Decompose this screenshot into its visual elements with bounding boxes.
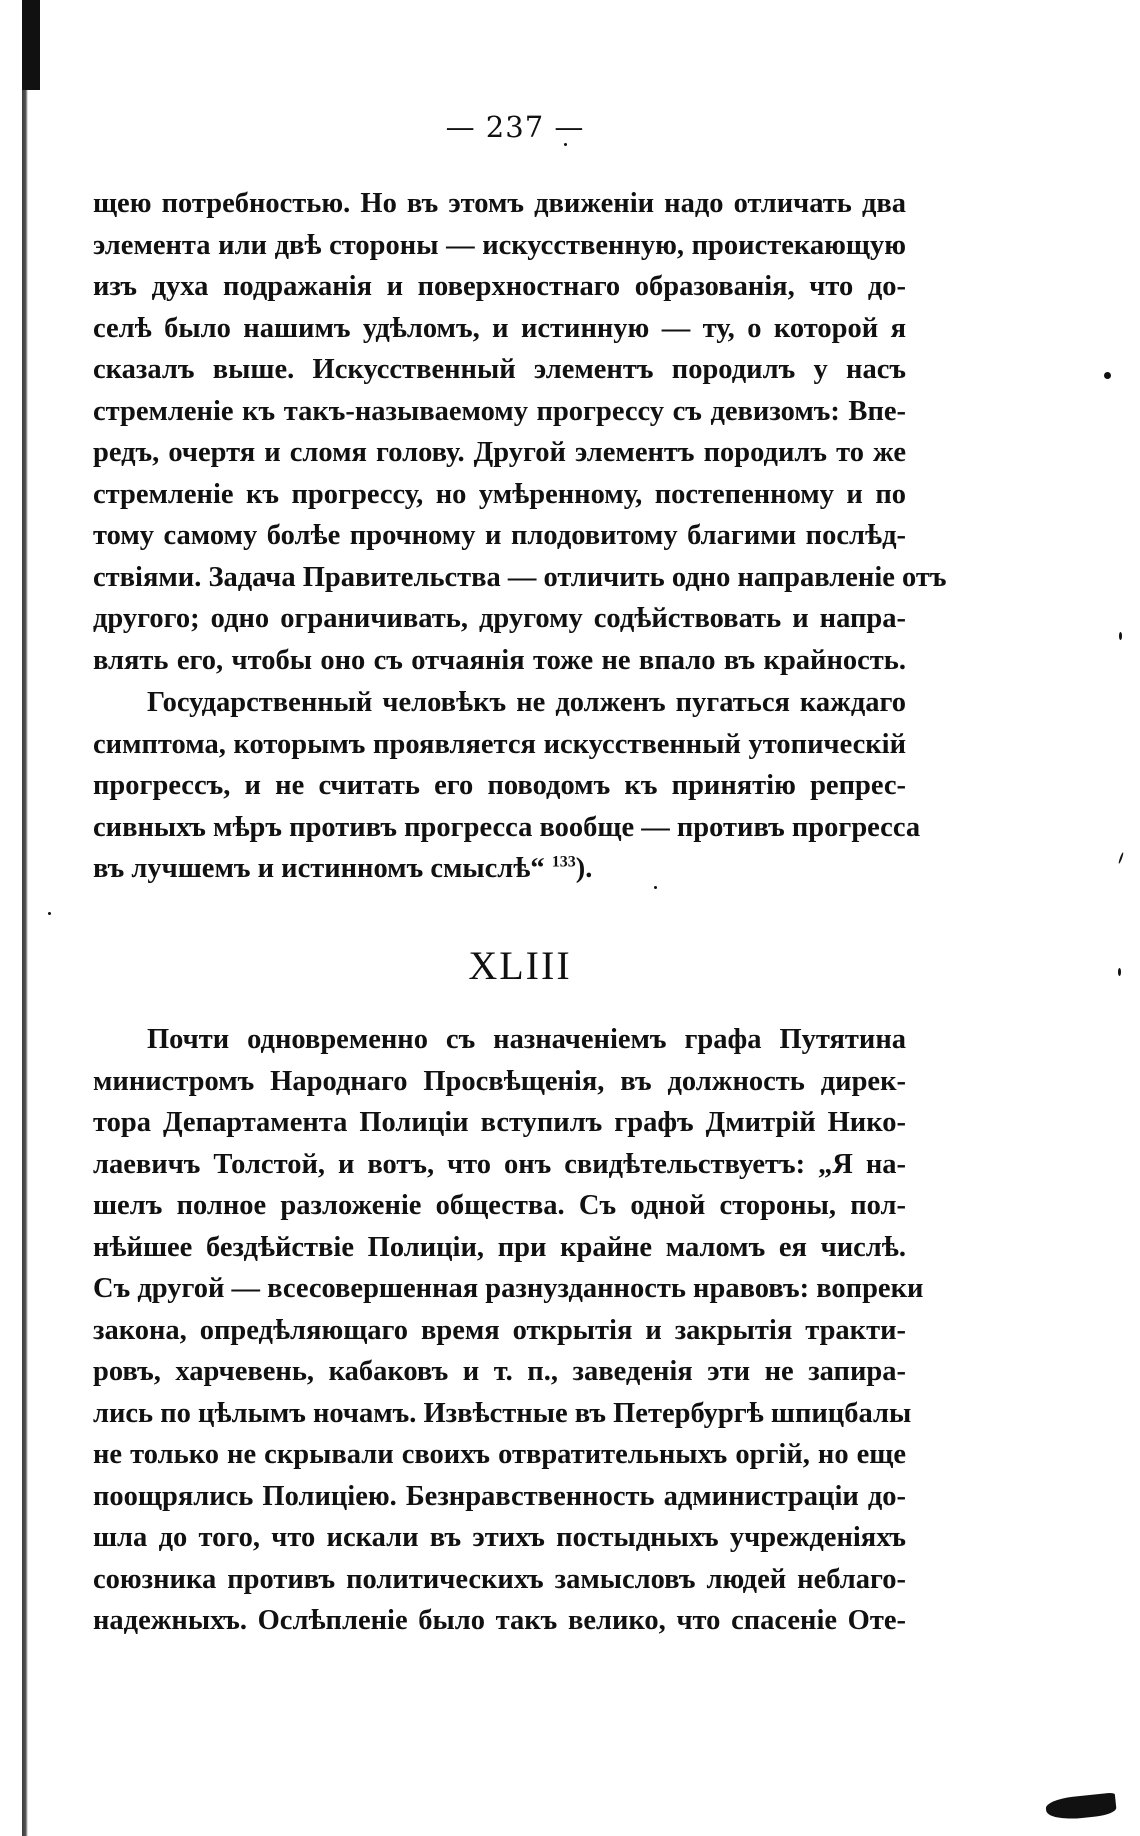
scan-smudge-mark (1045, 1792, 1117, 1821)
paragraph-continuation (93, 183, 947, 681)
text-line: тому самому болѣе прочному и плодовитому благими послѣд- (93, 520, 906, 551)
text-line: симптома, которымъ проявляется искусственный утопическiй (93, 728, 906, 760)
text-line: шла до того, что искали въ этихъ постыдныхъ учрежденiяхъ (93, 1522, 906, 1553)
text-line: селѣ было нашимъ удѣломъ, и истинную — ту, о которой я (93, 312, 906, 344)
text-line: стремленiе къ такъ-называемому прогрессу съ девизомъ: Впе- (93, 395, 906, 427)
text-line: редъ, очертя и сломя голову. Другой элементъ породилъ то же (93, 437, 906, 468)
text-line: закона, опредѣляющаго время открытiя и закрытiя тракти- (93, 1314, 906, 1346)
text-line: прогрессъ, и не считать его поводомъ къ принятiю репрес- (93, 770, 906, 801)
text-line: сивныхъ мѣръ противъ прогресса вообще — противъ прогресса (93, 811, 921, 843)
text-line: Государственный человѣкъ не долженъ пугаться каждаго (147, 687, 906, 718)
text-line-with-footnote (93, 848, 906, 890)
scan-speck (1118, 852, 1124, 864)
text-line: сказалъ выше. Искусственный элементъ породилъ у насъ (93, 354, 906, 385)
text-line: влять его, чтобы оно съ отчаянiя тоже не впало въ крайность. (93, 644, 906, 676)
text-line: ровъ, харчевень, кабаковъ и т. п., заведенiя эти не запира- (93, 1356, 906, 1387)
scan-edge-shadow (22, 0, 28, 1836)
text-line: Съ другой — всесовершенная разнузданность нравовъ: вопреки (93, 1273, 924, 1304)
text-line: не только не скрывали своихъ отвратительныхъ оргiй, но еще (93, 1439, 906, 1470)
text-line: лаевичъ Толстой, и вотъ, что онъ свидѣтельствуетъ: „Я на- (93, 1148, 906, 1180)
paragraph-section-body (93, 1019, 924, 1642)
text-line: другого; одно ограничивать, другому содѣйствовать и напра- (93, 603, 906, 634)
footnote-marker: 133 (551, 853, 576, 871)
text-line: щею потребностью. Но въ этомъ движенiи надо отличать два (93, 188, 906, 219)
scan-speck (1119, 632, 1122, 640)
text-fragment: въ лучшемъ и истинномъ смыслѣ“ (93, 853, 545, 884)
scan-corner-mark (22, 0, 40, 90)
scan-speck (48, 912, 51, 915)
text-line: надежныхъ. Ослѣпленiе было такъ велико, что спасенiе Оте- (93, 1605, 906, 1636)
text-line: Почти одновременно съ назначенiемъ графа Путятина (147, 1024, 906, 1055)
text-line: изъ духа подражанiя и поверхностнаго образованiя, что до- (93, 271, 906, 302)
text-line: тора Департамента Полицiи вступилъ графъ Дмитрiй Нико- (93, 1107, 906, 1138)
text-line: лись по цѣлымъ ночамъ. Извѣстные въ Петербургѣ шпицбалы (93, 1397, 912, 1429)
paragraph-statesman (93, 682, 921, 890)
text-line: поощрялись Полицiею. Безнравственность администрацiи до- (93, 1480, 906, 1512)
text-line: элемента или двѣ стороны — искусственную, проистекающую (93, 229, 906, 261)
text-line: шелъ полное разложенiе общества. Съ одной стороны, пол- (93, 1190, 906, 1221)
text-line: министромъ Народнаго Просвѣщенiя, въ должность дирек- (93, 1065, 906, 1097)
closing-punctuation: ). (575, 853, 593, 884)
text-line: ствiями. Задача Правительства — отличить одно направленiе отъ (93, 561, 947, 593)
scan-speck (1104, 372, 1111, 379)
page-number: — 237 — (445, 110, 585, 144)
text-line: стремленiе къ прогрессу, но умѣренному, постепенному и по (93, 478, 906, 510)
text-line: союзника противъ политическихъ замысловъ людей неблаго- (93, 1563, 906, 1595)
text-line: нѣйшее бездѣйствiе Полицiи, при крайне маломъ ея числѣ. (93, 1231, 906, 1263)
section-heading: XLIII (468, 943, 572, 988)
